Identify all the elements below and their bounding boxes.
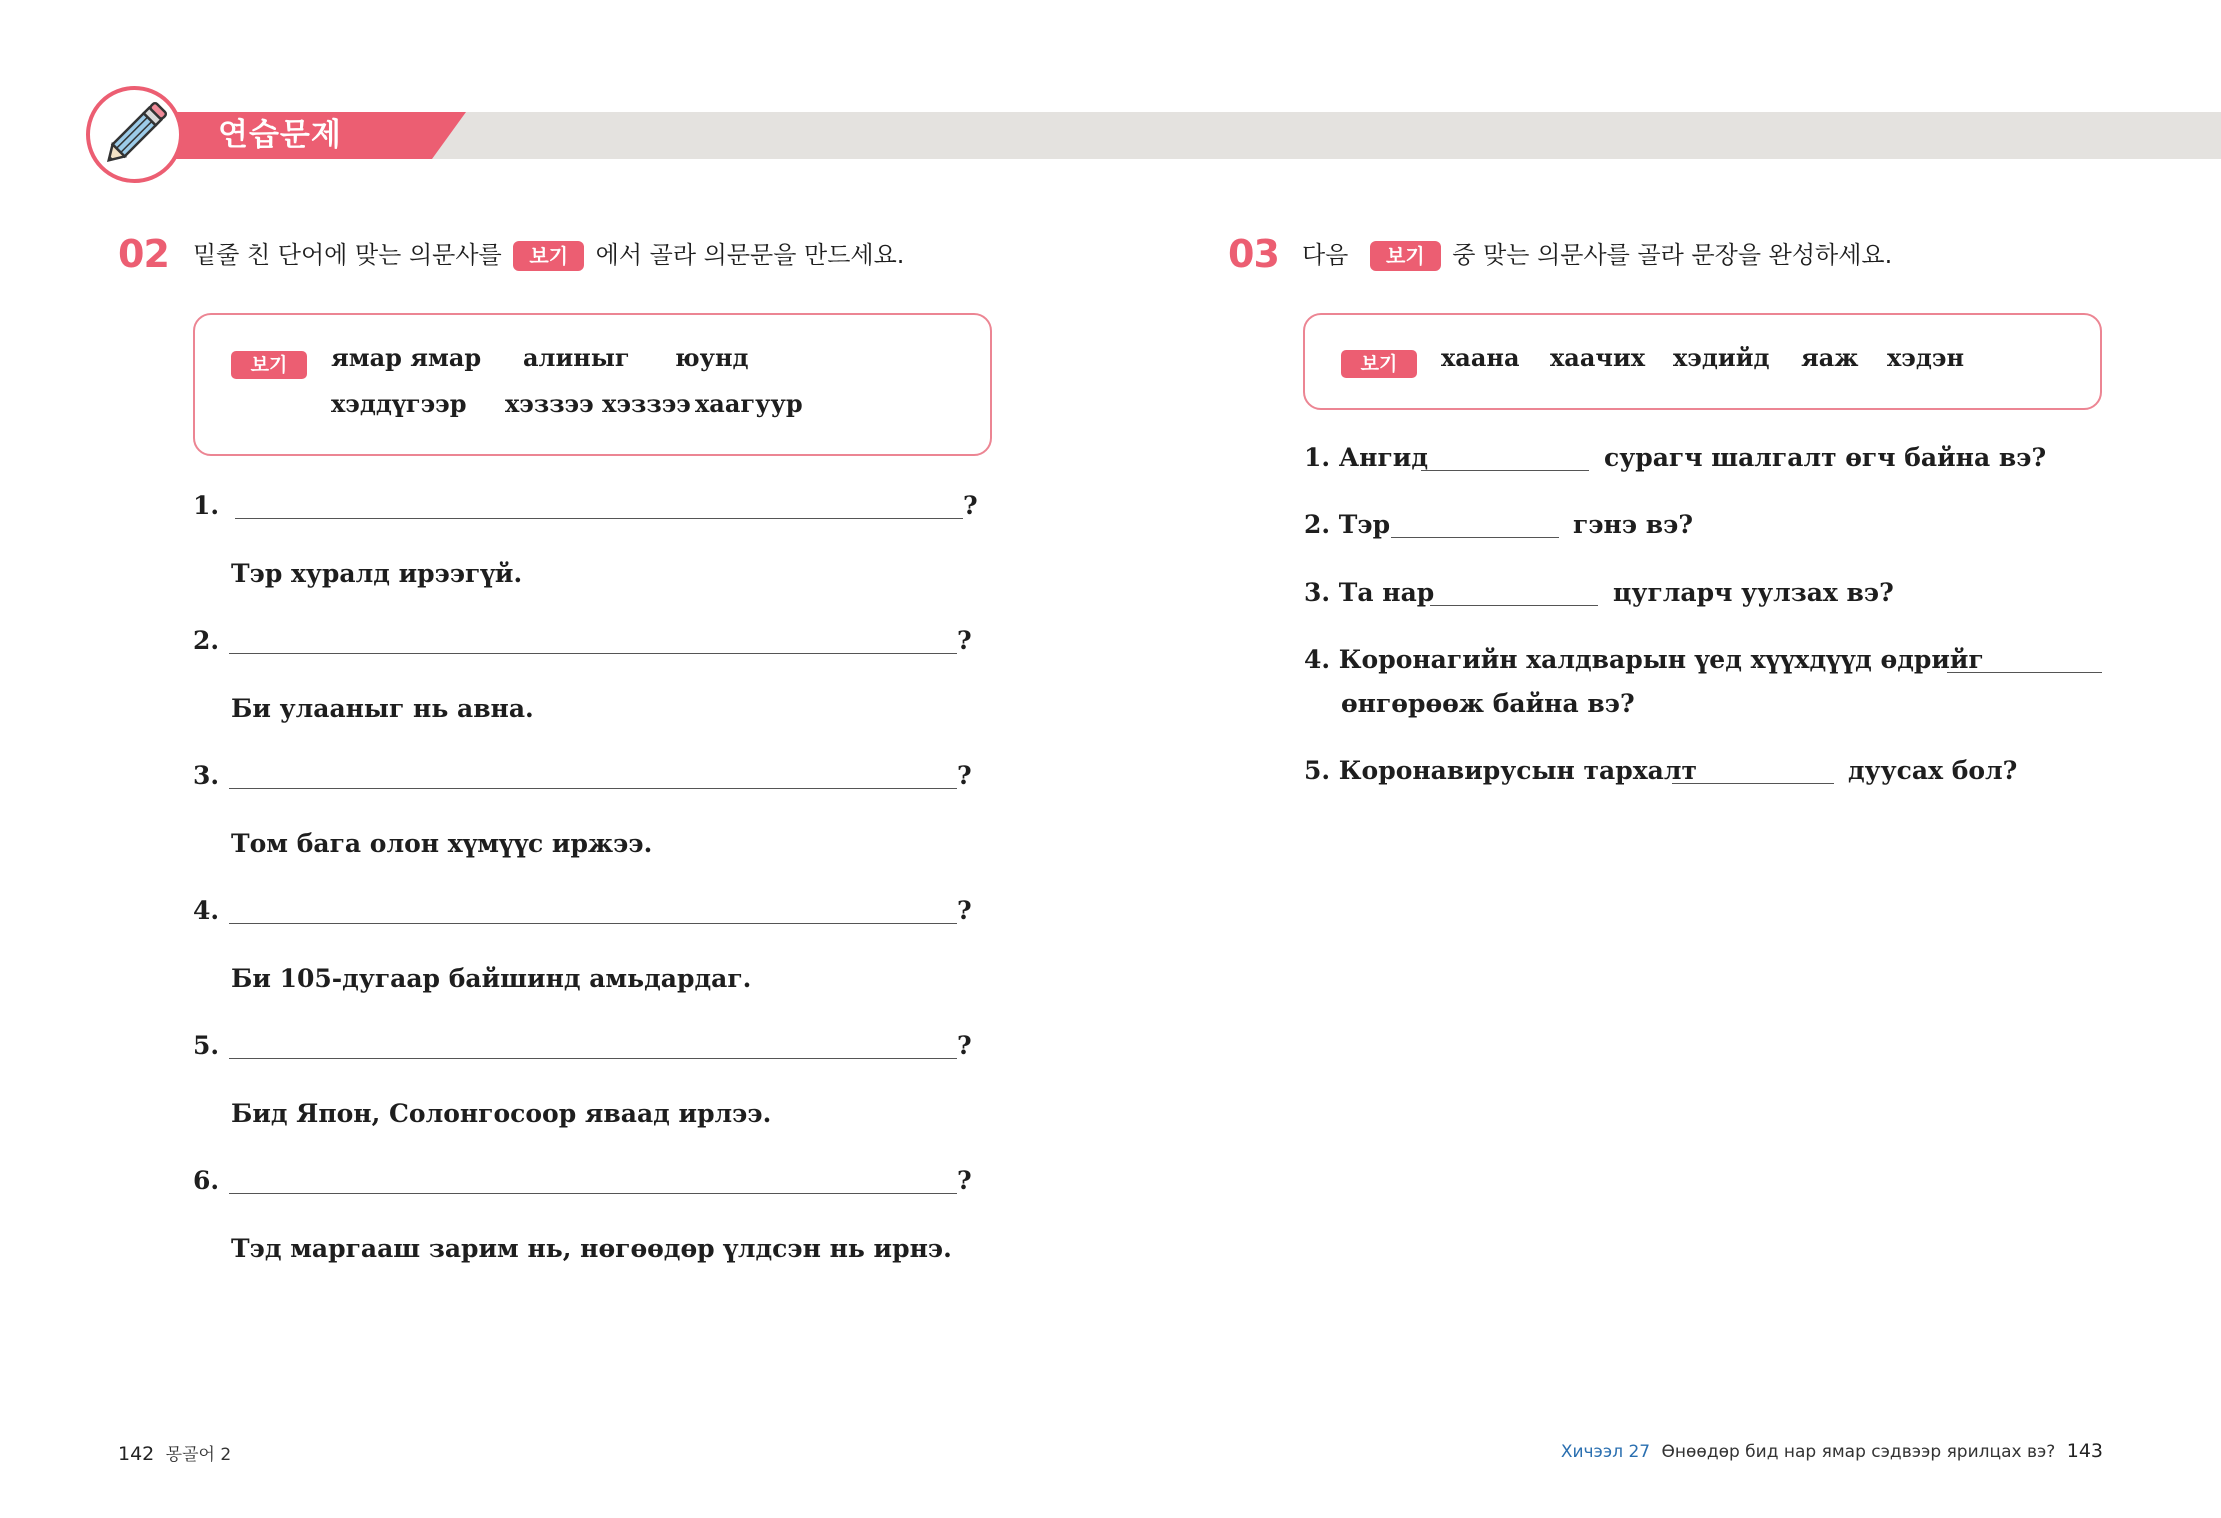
answer-sentence: Би 105-дугаар байшинд амьдардаг. (231, 964, 752, 993)
answer-blank (229, 1058, 957, 1059)
word-bank-item: алиныг (523, 343, 630, 372)
question-mark: ? (957, 1166, 972, 1195)
sentence-start: 1. Ангид (1304, 443, 1428, 472)
word-bank-item: ямар ямар (331, 343, 482, 372)
word-bank-item: хаана (1441, 343, 1520, 372)
answer-blank (1430, 605, 1598, 606)
word-bank-item: хэдэн (1887, 343, 1965, 372)
sentence-end: гэнэ вэ? (1573, 510, 1694, 539)
word-bank-item: хэззээ хэззээ (505, 389, 691, 418)
item-number: 1. (193, 491, 220, 520)
question-mark: ? (957, 761, 972, 790)
word-bank-item: хэдийд (1673, 343, 1770, 372)
page-number: 142 (118, 1443, 155, 1465)
exercise-03-instruction (1302, 237, 1892, 273)
item-number: 5. (193, 1031, 220, 1060)
item-number: 6. (193, 1166, 220, 1195)
page-number: 143 (2066, 1440, 2103, 1462)
exercise-02-instruction (193, 237, 904, 273)
answer-blank (1947, 672, 2102, 673)
answer-blank (229, 1193, 957, 1194)
sentence-end: дуусах бол? (1848, 756, 2018, 785)
answer-sentence: Том бага олон хүмүүс иржээ. (231, 829, 653, 858)
sentence-continuation: өнгөрөөж байна вэ? (1341, 689, 1635, 718)
pencil-icon-badge (86, 86, 183, 183)
answer-blank (229, 653, 957, 654)
answer-sentence: Тэд маргааш зарим нь, нөгөөдөр үлдсэн нь ирнэ. (231, 1234, 952, 1263)
word-bank-item: яаж (1801, 343, 1859, 372)
answer-blank (229, 923, 957, 924)
instruction-text: 중 맞는 의문사를 골라 문장을 완성하세요. (1452, 241, 1893, 269)
word-bank-item: хаачих (1550, 343, 1646, 372)
answer-blank (1421, 470, 1589, 471)
header-band (430, 112, 2221, 159)
answer-sentence: Бид Япон, Солонгосоор яваад ирлээ. (231, 1099, 772, 1128)
question-mark: ? (963, 491, 978, 520)
sentence-start: 3. Та нар (1304, 578, 1435, 607)
footer-right (1561, 1440, 2103, 1462)
lesson-title: Өнөөдөр бид нар ямар сэдвээр ярилцах вэ? (1661, 1442, 2056, 1462)
instruction-text: 다음 (1302, 241, 1349, 269)
bogi-tag: 보기 (513, 241, 584, 271)
word-bank-item: юунд (675, 343, 749, 372)
word-bank-box (1303, 313, 2102, 410)
page-title: 연습문제 (218, 117, 342, 153)
item-number: 4. (193, 896, 220, 925)
sentence-start: 4. Коронагийн халдварын үед хүүхдүүд өдрийг (1304, 645, 1984, 674)
exercise-number-03: 03 (1228, 232, 1279, 276)
answer-blank (235, 518, 963, 519)
item-number: 3. (193, 761, 220, 790)
sentence-start: 2. Тэр (1304, 510, 1391, 539)
sentence-end: цугларч уулзах вэ? (1613, 578, 1894, 607)
word-bank-item: хэддүгээр (331, 389, 467, 418)
book-title: 몽골어 2 (165, 1445, 232, 1465)
question-mark: ? (957, 626, 972, 655)
answer-blank (1391, 537, 1559, 538)
word-bank-item: хаагуур (695, 389, 803, 418)
answer-sentence: Би улааныг нь авна. (231, 694, 534, 723)
pencil-icon (90, 90, 179, 179)
bogi-tag: 보기 (1341, 350, 1417, 378)
item-number: 2. (193, 626, 220, 655)
answer-sentence: Тэр хуралд ирээгүй. (231, 559, 523, 588)
instruction-text: 밑줄 친 단어에 맞는 의문사를 (193, 241, 502, 269)
bogi-tag: 보기 (1370, 241, 1441, 271)
exercise-number-02: 02 (118, 232, 169, 276)
answer-blank (1672, 783, 1834, 784)
question-mark: ? (957, 1031, 972, 1060)
instruction-text: 에서 골라 의문문을 만드세요. (595, 241, 905, 269)
question-mark: ? (957, 896, 972, 925)
sentence-end: сурагч шалгалт өгч байна вэ? (1604, 443, 2047, 472)
answer-blank (229, 788, 957, 789)
bogi-tag: 보기 (231, 351, 307, 379)
footer-left (118, 1440, 231, 1465)
sentence-start: 5. Коронавирусын тархалт (1304, 756, 1697, 785)
word-bank-box (193, 313, 992, 456)
lesson-label: Хичээл 27 (1560, 1442, 1651, 1462)
